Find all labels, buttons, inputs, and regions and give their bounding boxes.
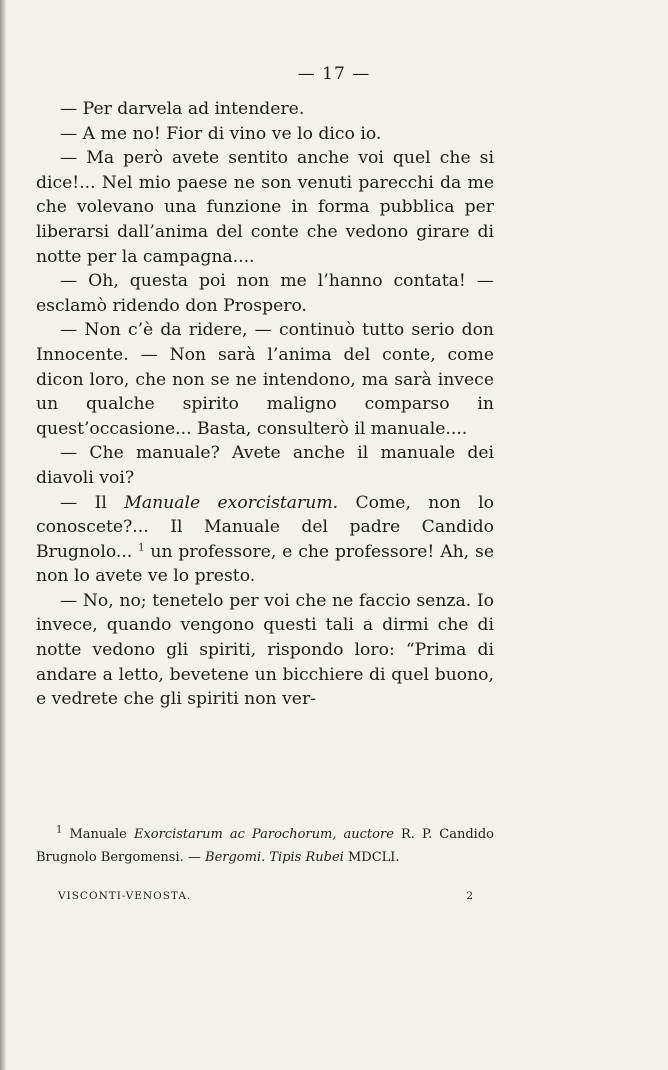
p7-end: un professore, e che professore! Ah, se non lo avete ve lo presto. [36,541,494,587]
footnote [36,823,494,869]
footnote-year: MDCLI. [343,850,400,865]
paragraph-1: — Per darvela ad intendere. [60,99,305,119]
p7-title: Manuale exorcistarum. [124,492,339,513]
footnote-middle: R. P. Candido Brugnolo Bergomensi. — [36,827,494,865]
footnote-mark: 1 [56,824,63,836]
footnote-reference: 1 [138,541,145,553]
paragraph-3: — Ma però avete sentito anche voi quel che si dice!... Nel mio paese ne son venuti parecchi da me che volevano una funzione in forma pubblica per liberarsi dall’anima del conte che vedono girare di notte per la campagna.... [36,148,494,267]
page-number: — 17 — [297,64,371,84]
footnote-title: Exorcistarum ac Parochorum, auctore [133,827,394,842]
paragraph-8: — No, no; tenetelo per voi che ne faccio senza. Io invece, quando vengono questi tali a dirmi che di notte vedono gli spiriti, rispondo loro: “Prima di andare a letto, bevetene un bicchiere di quel buono, e vedrete che gli spiriti non ver- [36,590,494,710]
signature-line [58,890,474,902]
footnote-place: Bergomi. Tipis Rubei [205,850,344,865]
paragraph-4: — Oh, questa poi non me l’hanno contata! — esclamò ridendo don Prospero. [36,271,494,316]
p7-start: — Il [60,492,125,513]
p7-middle: Come, non lo conoscete?... Il Manuale del padre Candido Brugnolo... [36,492,494,562]
paragraph-5: — Non c’è da ridere, — continuò tutto serio don Innocente. — Non sarà l’anima del conte, come dicon loro, che non se ne intendono, ma sarà invece un qualche spirito maligno comparso in quest’occasione... Basta, consulterò il manuale.... [36,320,494,439]
paragraph-2: — A me no! Fior di vino ve lo dico io. [60,123,382,144]
paragraph-7 [36,491,494,589]
signature-author: VISCONTI-VENOSTA. [58,890,192,902]
body-text [36,97,494,712]
page-edge [0,0,6,1070]
signature-sheet: 2 [466,890,474,902]
paragraph-6: — Che manuale? Avete anche il manuale dei diavoli voi? [36,443,494,488]
footnote-text [36,823,494,869]
footnote-lead: Manuale [62,827,134,842]
